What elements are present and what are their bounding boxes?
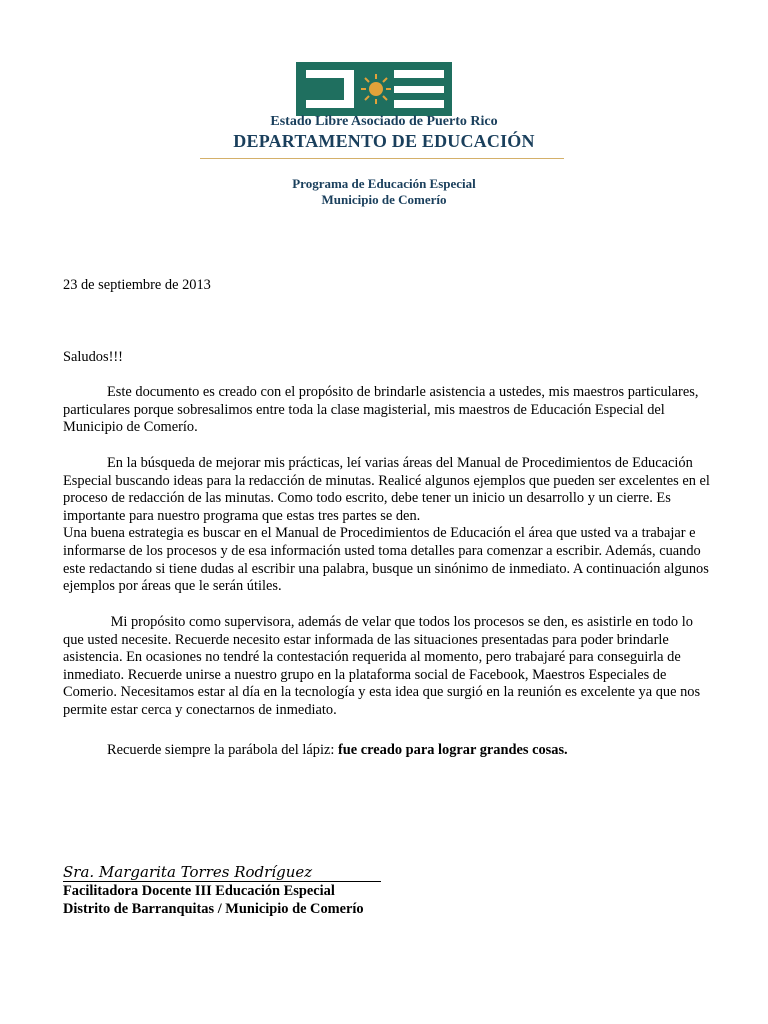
de-logo	[296, 62, 452, 116]
paragraph-1	[63, 384, 713, 437]
signature-name: Sra. Margarita Torres Rodríguez	[63, 863, 313, 881]
signature-line	[63, 881, 381, 882]
program-name: Programa de Educación Especial	[292, 176, 476, 191]
signer-district: Distrito de Barranquitas / Municipio de Comerío	[63, 901, 364, 917]
paragraph-4-bold: fue creado para lograr grandes cosas.	[337, 742, 568, 758]
letter-date: 23 de septiembre de 2013	[63, 277, 211, 293]
paragraph-3	[63, 614, 713, 720]
department-title: DEPARTAMENTO DE EDUCACIÓN	[233, 131, 535, 151]
paragraph-4-text: Recuerde siempre la parábola del lápiz:	[107, 742, 338, 758]
municipality-name: Municipio de Comerío	[321, 192, 447, 207]
paragraph-1-text: Este documento es creado con el propósito de brindarle asistencia a ustedes, mis maestros particulares, particulares porque sobresalimos entre toda la clase magisterial, mis maestros de Educación Especial del Municipio de Comerío.	[63, 384, 699, 436]
header-line-1: Estado Libre Asociado de Puerto Rico	[270, 114, 498, 129]
signer-title: Facilitadora Docente III Educación Especial	[63, 883, 335, 899]
letter-greeting: Saludos!!!	[63, 349, 123, 365]
paragraph-3-text: Mi propósito como supervisora, además de velar que todos los procesos se den, es asistirle en todo lo que usted necesite. Recuerde necesito estar informada de las situaciones presentadas para poder brindarle asistencia. En ocasiones no tendré la contestación requerida al momento, pero trabajaré para conseguirla de inmediato. Recuerde unirse a nuestro grupo en la plataforma social de Facebook, Maestros Especiales de Comerio. Necesitamos estar al día en la tecnología y esta idea que surgió en la reunión es excelente ya que nos permite estar cerca y conectarnos de inmediato.	[63, 614, 701, 718]
paragraph-4	[63, 742, 713, 760]
header-divider	[200, 158, 564, 159]
paragraph-2b-text: Una buena estrategia es buscar en el Manual de Procedimientos de Educación el área que usted va a trabajar e informarse de los procesos y de esa información usted toma detalles para comenzar a escribir. Además, cuando este redactando si tiene dudas al escribir una palabra, busque un sinónimo de inmediato. A continuación algunos ejemplos por áreas que le serán útiles.	[63, 525, 709, 595]
paragraph-2	[63, 455, 713, 596]
paragraph-2a-text: En la búsqueda de mejorar mis prácticas, leí varias áreas del Manual de Procedimientos de Educación Especial buscando ideas para la redacción de minutas. Realicé algunos ejemplos que pueden ser excelentes en el proceso de redacción de las minutas. Como todo escrito, debe tener un inicio un desarrollo y un cierre. Es importante para nuestro programa que estas tres partes se den.	[63, 455, 710, 524]
signature	[63, 861, 381, 883]
